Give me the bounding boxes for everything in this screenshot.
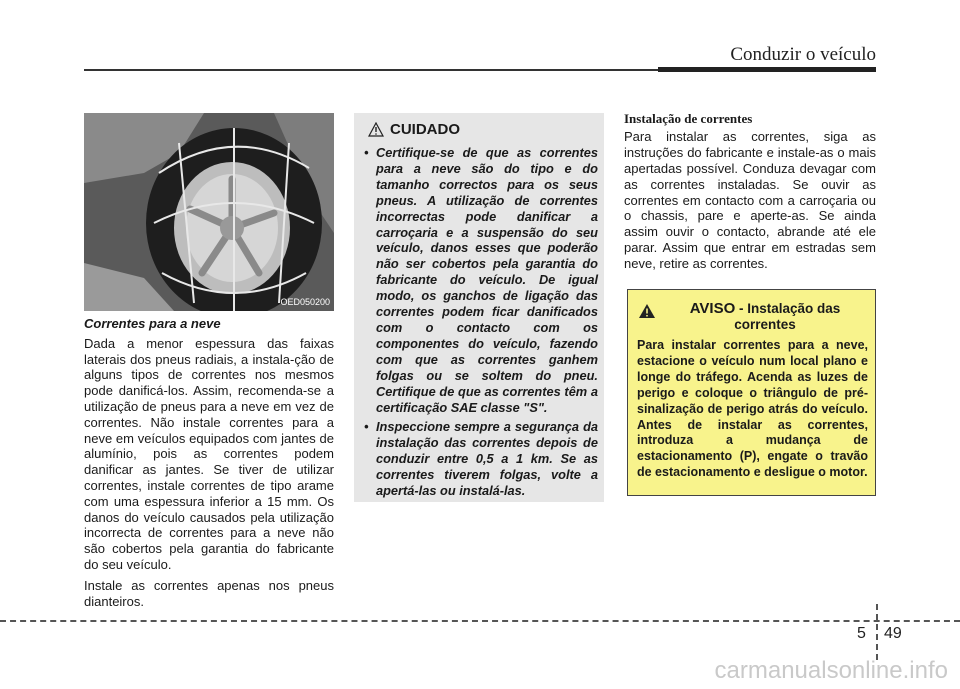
tire-with-chain-illustration	[84, 113, 334, 311]
paragraph: Dada a menor espessura das faixas laterais dos pneus radiais, a instala-ção de alguns tipos de correntes nos mesmos pode danificá-los. Assim, recomenda-se a utilização de pneus para a neve em vez de correntes. Não instale correntes para a neve em veículos equipados com jantes de alumínio, pois as correntes podem danificar as jantes. Se tiver de utilizar correntes, instale correntes de tipo arame com uma espessura inferior a 15 mm. Os danos do veículo causados pela utilização incorrecta de correntes para a neve não são cobertos pela garantia do fabricante do seu veículo.	[84, 335, 334, 572]
list-item: • Inspeccione sempre a segurança da instalação das correntes depois de conduzir entre 0,5 a 1 km. Se as correntes tiverem folgas, volte a apertá-las ou instalá-las.	[364, 419, 598, 499]
left-column	[84, 316, 334, 614]
warning-box	[627, 289, 876, 496]
photo-code: OED050200	[280, 297, 330, 307]
caution-header	[368, 121, 460, 138]
warning-title	[662, 301, 868, 333]
warning-header	[638, 301, 868, 333]
warning-label: AVISO	[689, 300, 736, 317]
paragraph: Para instalar as correntes, siga as instruções do fabricante e instale-as o mais apertadas possível. Conduza devagar com as correntes instaladas. Se ouvir as correntes em contacto com a carroçaria ou o chassis, pare e aperte-as. Se ainda assim ouvir o contacto, abrande até ele parar. Assim que entrar em estradas sem neve, retire as correntes.	[624, 128, 876, 272]
warning-triangle-outline-icon	[368, 122, 384, 137]
header-rule	[84, 69, 876, 71]
caution-list	[362, 145, 598, 503]
list-item: • Certifique-se de que as correntes para a neve são do tipo e do tamanho correctos para os seus pneus. A utilização de correntes incorrectas pode danificar a carroçaria e a suspensão do seu veículo, danos esses que poderão não ser cobertos pela garantia do fabricante do veículo. De igual modo, os ganchos de ligação das correntes podem ficar danificados com o contacto com os componentes do veículo, fazendo com que as correntes ganhem folgas ou se soltem do pneu. Certifique de que as correntes têm a certificação SAE classe "S".	[364, 145, 598, 415]
caution-box	[354, 113, 604, 502]
watermark: carmanualsonline.info	[714, 657, 948, 684]
caution-title: CUIDADO	[390, 121, 460, 138]
snow-chain-photo	[84, 113, 334, 311]
chain-installation-subhead: Instalação de correntes	[624, 111, 753, 126]
warning-triangle-filled-icon	[638, 303, 656, 319]
footer-vertical-divider	[876, 604, 878, 660]
snow-chains-subhead: Correntes para a neve	[84, 316, 221, 331]
footer-divider	[0, 620, 960, 622]
warning-text: Para instalar correntes para a neve, estacione o veículo num local plano e longe do tráfego. Acenda as luzes de perigo e coloque o triângulo de pré-sinalização de perigo atrás do veículo. Antes de instalar as correntes, introduza a mudança de estacionamento (P), engate o travão de estacionamento e desligue o motor.	[637, 338, 868, 480]
paragraph: Instale as correntes apenas nos pneus dianteiros.	[84, 577, 334, 609]
page-number: 49	[884, 625, 902, 642]
chapter-title: Conduzir o veículo	[730, 44, 876, 65]
warning-title-text: - Instalação das correntes	[734, 301, 841, 332]
right-column	[624, 111, 876, 272]
chapter-number: 5	[857, 625, 866, 642]
